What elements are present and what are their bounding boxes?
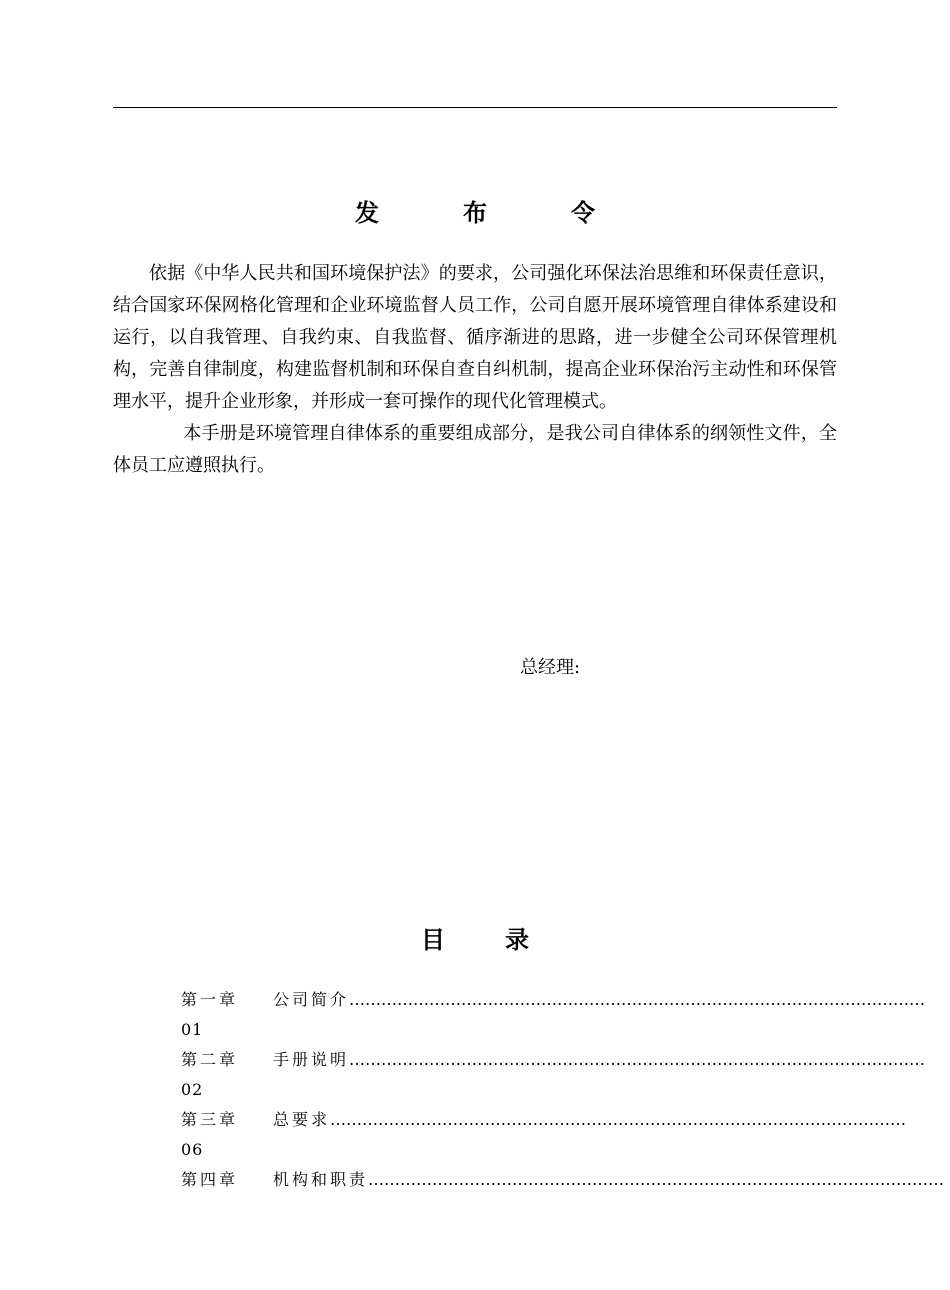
header-rule [113, 107, 837, 108]
toc-page: 02 [181, 1080, 204, 1099]
announcement-paragraph: 本手册是环境管理自律体系的重要组成部分，是我公司自律体系的纲领性文件，全体员工应遵照执行。 [113, 423, 837, 476]
toc-leader: ……………………………………………………………………………………………… [349, 990, 926, 1009]
table-of-contents [181, 985, 945, 1195]
toc-chapter: 第四章 [181, 1170, 239, 1189]
toc-name: 公司简介 [273, 990, 350, 1009]
toc-entry[interactable] [181, 985, 926, 1045]
title-char: 令 [571, 199, 595, 227]
announcement-paragraph: 依据《中华人民共和国环境保护法》的要求，公司强化环保法治思维和环保责任意识，结合国家环保网格化管理和企业环境监督人员工作，公司自愿开展环境管理自律体系建设和运行，以自我管理、自我约束、自我监督、循序渐进的思路，进一步健全公司环保管理机构，完善自律制度，构建监督机制和环保自查自纠机制，提高企业环保治污主动性和环保管理水平，提升企业形象，并形成一套可操作的现代化管理模式。 [113, 263, 837, 412]
toc-title [113, 920, 837, 955]
toc-entry[interactable] [181, 1165, 945, 1195]
toc-leader: ……………………………………………………………………………………………… [349, 1050, 926, 1069]
toc-name: 总要求 [273, 1110, 331, 1129]
toc-title-char: 目 [421, 926, 445, 954]
announcement-title [113, 193, 837, 228]
toc-chapter: 第一章 [181, 990, 239, 1009]
toc-leader: ……………………………………………………………………………………………… [330, 1110, 907, 1129]
toc-leader: ……………………………………………………………………………………………… [368, 1170, 945, 1189]
toc-chapter: 第二章 [181, 1050, 239, 1069]
toc-page: 06 [181, 1140, 204, 1159]
toc-entry[interactable] [181, 1045, 926, 1105]
toc-page: 01 [181, 1020, 204, 1039]
toc-name: 机构和职责 [273, 1170, 369, 1189]
announcement-body [113, 258, 837, 482]
toc-name: 手册说明 [273, 1050, 350, 1069]
toc-title-char: 录 [505, 926, 529, 954]
signature-label: 总经理: [520, 657, 581, 678]
toc-chapter: 第三章 [181, 1110, 239, 1129]
toc-entry[interactable] [181, 1105, 907, 1165]
title-char: 发 [355, 199, 379, 227]
title-char: 布 [463, 199, 487, 227]
